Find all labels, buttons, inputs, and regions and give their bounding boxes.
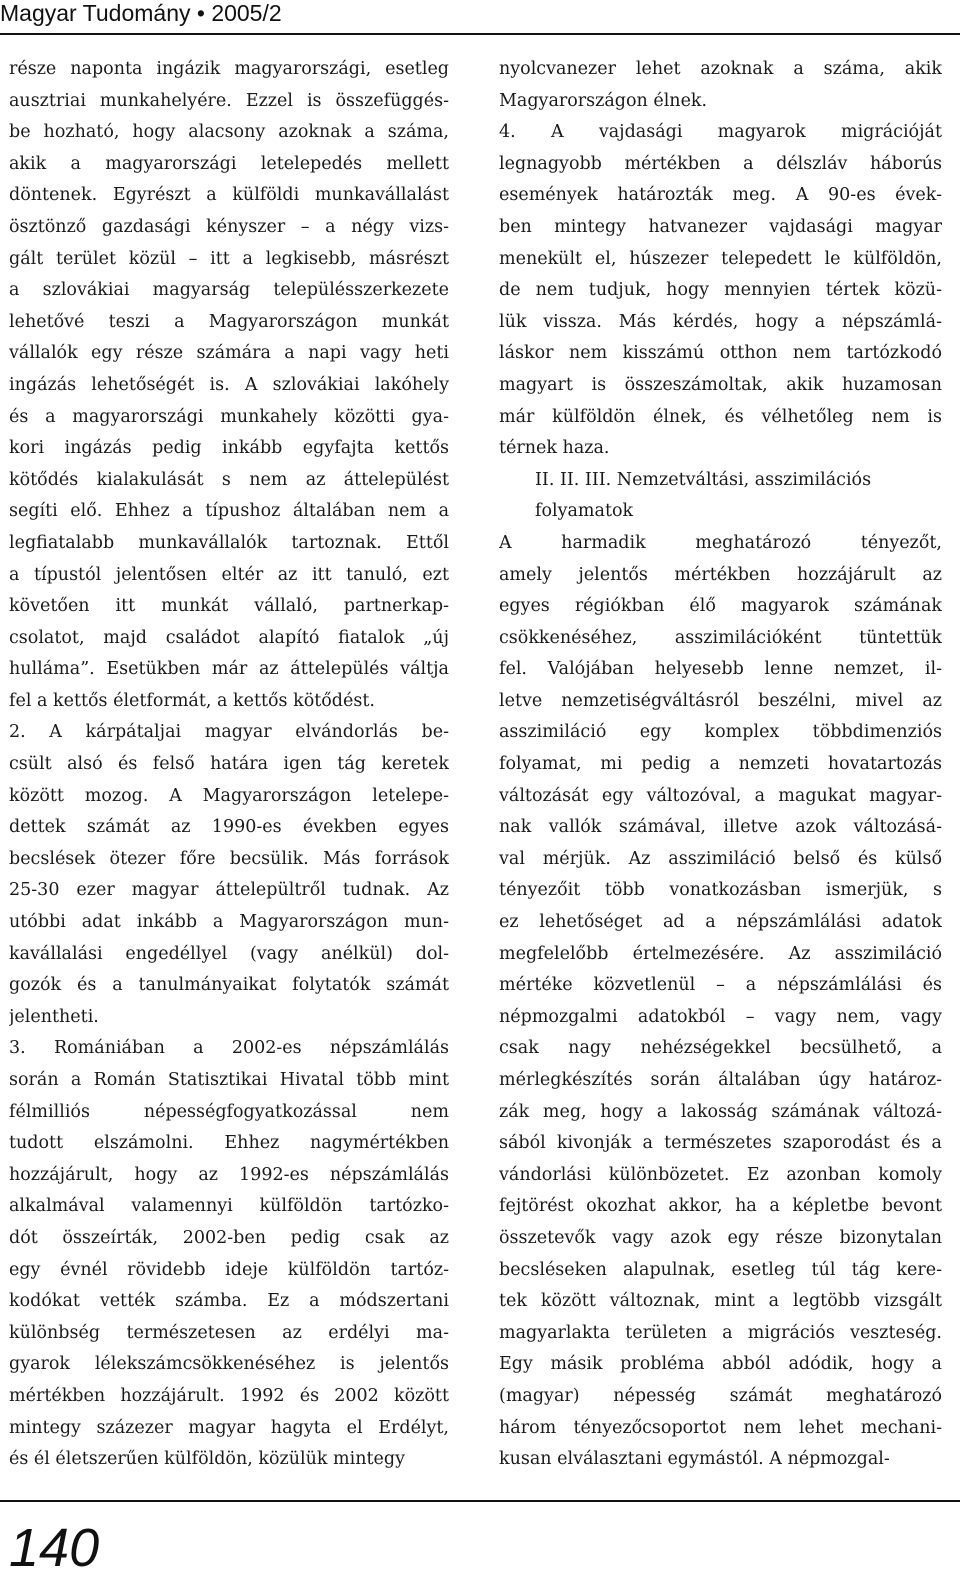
text-line: megfelelőbb értelmezésére. Az asszimiláció — [499, 943, 942, 964]
text-line: amely jelentős mértékben hozzájárult az — [499, 564, 942, 585]
text-line: 2. A kárpátaljai magyar elvándorlás be- — [9, 722, 449, 743]
text-line: alkalmával valamennyi külföldön tartózko- — [9, 1196, 449, 1217]
text-line: magyarlakta területen a migrációs veszteség. — [499, 1322, 942, 1343]
text-line: a szlovákiai magyarság településszerkezete — [9, 280, 449, 301]
text-line: csolatot, majd családot alapító fiatalok „új — [9, 627, 449, 648]
text-line: gyarok lélekszámcsökkenéséhez is jelentős — [9, 1354, 449, 1375]
text-line: változását egy változóval, a magukat magyar- — [499, 785, 942, 806]
text-line: de nem tudjuk, hogy mennyien tértek közü- — [499, 280, 942, 301]
right-text-column — [499, 54, 942, 1476]
footer-divider — [0, 1500, 960, 1502]
text-line: folyamatok — [535, 501, 634, 522]
text-line: fel. Valójában helyesebb lenne nemzet, il- — [499, 659, 942, 680]
text-line: kusan elválasztani egymástól. A népmozgal- — [499, 1449, 890, 1470]
text-line: és a magyarországi munkahely közötti gya- — [9, 406, 449, 427]
text-line: hulláma”. Esetükben már az áttelepülés váltja — [9, 659, 449, 680]
text-line: segíti elő. Ehhez a típushoz általában nem a — [9, 501, 449, 522]
text-line: csak nagy nehézségekkel becsülhető, a — [499, 1038, 942, 1059]
text-line: kötődés kialakulását s nem az áttelepülést — [9, 469, 449, 490]
text-line: nak vallók számával, illetve azok változásá- — [499, 817, 942, 838]
text-line: tek között változnak, mint a legtöbb vizsgált — [499, 1291, 942, 1312]
text-line: jelentheti. — [9, 1006, 99, 1027]
text-line: hozzájárult, hogy az 1992-es népszámlálás — [9, 1164, 449, 1185]
text-line: mérlegkészítés során általában úgy határoz- — [499, 1070, 942, 1090]
text-line: akik a magyarországi letelepedés mellett — [9, 153, 449, 174]
text-line: félmilliós népességfogyatkozással nem — [9, 1101, 449, 1122]
text-line: be hozható, hogy alacsony azoknak a száma, — [9, 122, 449, 143]
text-line: tudott elszámolni. Ehhez nagymértékben — [9, 1133, 449, 1154]
text-line: Magyarországon élnek. — [499, 90, 708, 111]
text-line: fejtörést okozhat akkor, ha a képletbe bevont — [499, 1196, 942, 1217]
text-line: és él életszerűen külföldön, közülük mintegy — [9, 1449, 405, 1470]
text-line: mértéke közvetlenül – a népszámlálási és — [499, 975, 942, 996]
text-line: között mozog. A Magyarországon letelepe- — [9, 785, 449, 806]
text-line: menekült el, húszezer telepedett le külföldön, — [499, 248, 942, 269]
text-line: legfiatalabb munkavállalók tartoznak. Ettől — [9, 532, 449, 553]
text-line: becsléseken alapulnak, esetleg túl tág kere- — [499, 1259, 942, 1280]
text-line: A harmadik meghatározó tényezőt, — [499, 532, 942, 553]
text-line: különbség természetesen az erdélyi ma- — [9, 1322, 449, 1343]
text-line: gozók és a tanulmányaikat folytatók számát — [9, 975, 449, 996]
text-line: része naponta ingázik magyarországi, esetleg — [9, 59, 449, 79]
text-line: letve nemzetiségváltásról beszélni, mivel az — [499, 690, 942, 711]
text-line: ausztriai munkahelyére. Ezzel is összefüggés- — [9, 90, 449, 111]
text-line: három tényezőcsoportot nem lehet mechani- — [499, 1417, 942, 1438]
text-line: fel a kettős életformát, a kettős kötődést. — [9, 690, 375, 711]
text-line: nyolcvanezer lehet azoknak a száma, akik — [499, 59, 942, 79]
text-line: tényezőit több vonatkozásban ismerjük, s — [499, 880, 942, 901]
text-line: val mérjük. Az asszimiláció belső és külső — [499, 848, 942, 869]
text-line: 4. A vajdasági magyarok migrációját — [499, 122, 942, 143]
text-line: 3. Romániában a 2002-es népszámlálás — [9, 1038, 449, 1059]
text-line: térnek haza. — [499, 438, 610, 459]
text-line: egy évnél rövidebb ideje külföldön tartóz- — [9, 1259, 449, 1280]
text-line: láskor nem kisszámú otthon nem tartózkodó — [499, 343, 942, 364]
text-line: magyart is összeszámoltak, akik huzamosan — [499, 374, 942, 395]
text-line: ben mintegy hatvanezer vajdasági magyar — [499, 216, 942, 237]
text-line: vándorlási különbözetet. Ez azonban komoly — [499, 1164, 942, 1185]
text-line: döntenek. Egyrészt a külföldi munkavállalást — [9, 185, 449, 206]
text-line: események határozták meg. A 90-es évek- — [499, 185, 942, 206]
text-line: mértékben hozzájárult. 1992 és 2002 között — [9, 1385, 449, 1406]
text-line: kavállalási engedéllyel (vagy anélkül) dol- — [9, 943, 449, 964]
text-line: lük vissza. Más kérdés, hogy a népszámlá- — [499, 311, 942, 332]
text-line: folyamat, mi pedig a nemzeti hovatartozás — [499, 754, 942, 775]
running-header: Magyar Tudomány • 2005/2 — [0, 0, 282, 26]
text-line: csökkenéséhez, asszimilációként tüntettük — [499, 627, 942, 648]
text-line: kodókat vették számba. Ez a módszertani — [9, 1291, 449, 1312]
text-line: 25-30 ezer magyar áttelepültről tudnak. Az — [9, 880, 449, 901]
text-line: mintegy százezer magyar hagyta el Erdélyt, — [9, 1417, 449, 1438]
text-line: dót összeírták, 2002-ben pedig csak az — [9, 1227, 449, 1248]
text-line: összetevők vagy azok egy része bizonytalan — [499, 1227, 942, 1248]
header-divider — [0, 33, 960, 35]
text-line: vállalók egy része számára a napi vagy heti — [9, 343, 449, 364]
text-line: már külföldön élnek, és vélhetőleg nem is — [499, 406, 942, 427]
page-number: 140 — [9, 1518, 100, 1578]
text-line: ingázás lehetőségét is. A szlovákiai lakóhely — [9, 374, 449, 395]
text-line: becslések ötezer főre becsülik. Más források — [9, 848, 449, 869]
text-line: (magyar) népesség számát meghatározó — [499, 1385, 942, 1406]
text-line: lehetővé teszi a Magyarországon munkát — [9, 311, 449, 332]
text-line: csült alsó és felső határa igen tág keretek — [9, 754, 449, 775]
text-line: népmozgalmi adatokból – vagy nem, vagy — [499, 1006, 942, 1027]
text-line: sából kivonják a természetes szaporodást és a — [499, 1133, 942, 1154]
text-line: utóbbi adat inkább a Magyarországon mun- — [9, 912, 449, 933]
text-line: legnagyobb mértékben a délszláv háborús — [499, 153, 942, 174]
text-line: Egy másik probléma abból adódik, hogy a — [499, 1354, 942, 1375]
text-line: a típustól jelentősen eltér az itt tanuló, ezt — [9, 564, 449, 585]
text-line: asszimiláció egy komplex többdimenziós — [499, 722, 942, 743]
text-line: egyes régiókban élő magyarok számának — [499, 596, 942, 617]
text-line: II. II. III. Nemzetváltási, asszimilációs — [535, 469, 872, 490]
text-line: követően itt munkát vállaló, partnerkap- — [9, 596, 449, 617]
text-line: gált terület közül – itt a legkisebb, másrészt — [9, 248, 449, 269]
text-line: kori ingázás pedig inkább egyfajta kettős — [9, 438, 449, 459]
text-line: során a Román Statisztikai Hivatal több mint — [9, 1070, 449, 1090]
text-line: dettek számát az 1990-es években egyes — [9, 817, 449, 838]
text-line: ez lehetőséget ad a népszámlálási adatok — [499, 912, 942, 933]
text-line: ösztönző gazdasági kényszer – a négy vizs- — [9, 216, 449, 237]
left-text-column — [9, 54, 449, 1476]
text-line: zák meg, hogy a lakosság számának változá- — [499, 1101, 942, 1122]
